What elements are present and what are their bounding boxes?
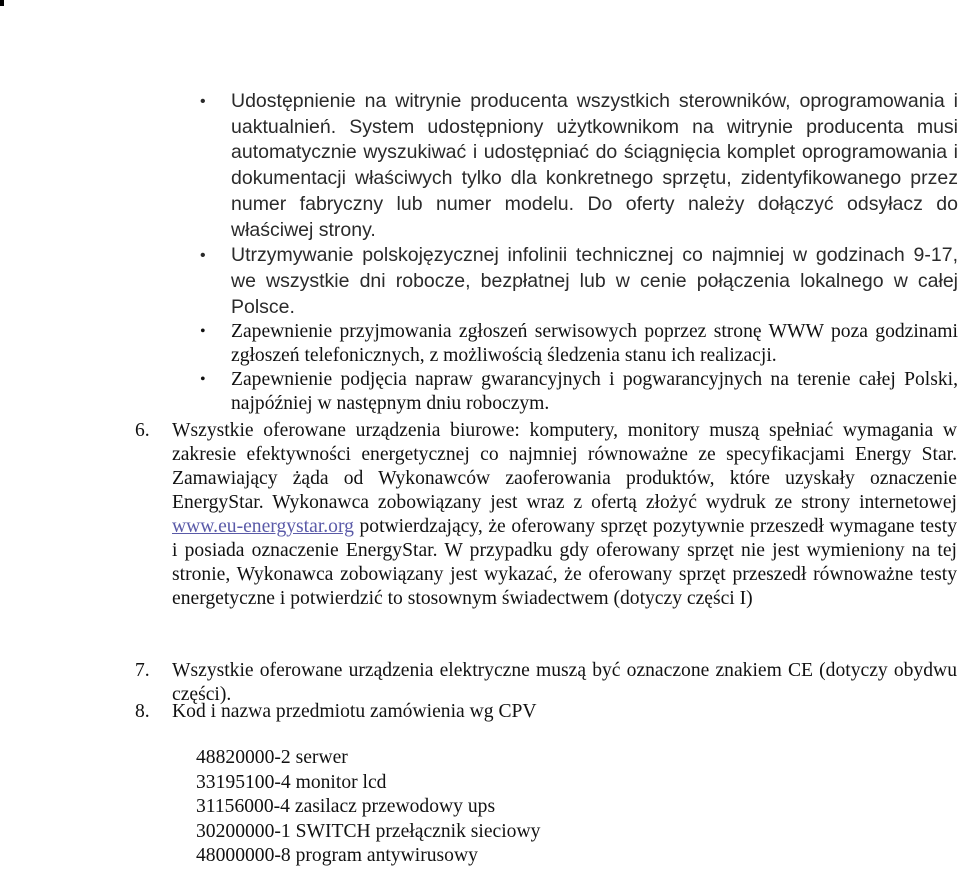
scan-corner-mark xyxy=(0,0,4,6)
item-text-part: potwierdzający, że oferowany sprzęt pozytywnie przeszedł wymagane testy i posiada oznaczenie EnergyStar. W przypadku gdy oferowany sprzęt nie jest wymieniony na tej stronie, Wykonawca zobowiązany jest wykazać, że oferowany sprzęt przeszedł równoważne testy energetyczne i potwierdzić to stosownym świadectwem (dotyczy części I) xyxy=(172,516,957,609)
bullet-icon: • xyxy=(200,247,206,265)
item-number: 6. xyxy=(135,420,150,441)
item-text xyxy=(172,419,957,611)
cpv-code-item: 48820000-2 serwer xyxy=(196,747,348,768)
item-text-part: Wszystkie oferowane urządzenia biurowe: komputery, monitory muszą spełniać wymagania w zakresie efektywności energetycznej co najmniej równoważne ze specyfikacjami Energy Star. Zamawiający żąda od Wykonawców zaoferowania produktów, które uzyskały oznaczenie EnergyStar. Wykonawca zobowiązany jest wraz z ofertą złożyć wydruk ze strony internetowej xyxy=(172,420,957,513)
item-number: 8. xyxy=(135,701,150,722)
numbered-item-8 xyxy=(135,700,957,724)
bullet-item xyxy=(200,320,958,368)
bullet-text: Zapewnienie podjęcia napraw gwarancyjnych i pogwarancyjnych na terenie całej Polski, najpóźniej w następnym dniu roboczym. xyxy=(231,369,958,415)
cpv-code-item: 33195100-4 monitor lcd xyxy=(196,771,387,793)
item-text: Kod i nazwa przedmiotu zamówienia wg CPV xyxy=(172,701,537,722)
bullet-icon: • xyxy=(200,323,206,341)
item-text: Wszystkie oferowane urządzenia elektryczne muszą być oznaczone znakiem CE (dotyczy obydwu części). xyxy=(172,660,957,705)
cpv-code-item: 48000000-8 program antywirusowy xyxy=(196,845,478,866)
cpv-code-item: 30200000-1 SWITCH przełącznik sieciowy xyxy=(196,820,541,842)
bullet-text: Utrzymywanie polskojęzycznej infolinii technicznej co najmniej w godzinach 9-17, we wszystkie dni robocze, bezpłatnej lub w cenie połączenia lokalnego w całej Polsce. xyxy=(231,244,958,318)
bullet-item xyxy=(200,368,958,416)
numbered-item-6 xyxy=(135,419,957,611)
bullet-icon: • xyxy=(200,371,206,389)
item-number: 7. xyxy=(135,660,150,681)
bullet-text: Udostępnienie na witrynie producenta wszystkich sterowników, oprogramowania i uaktualnień. System udostępniony użytkownikom na witrynie producenta musi automatycznie wyszukiwać i udostępniać do ściągnięcia komplet oprogramowania i dokumentacji właściwych tylko dla konkretnego sprzętu, zidentyfikowanego przez numer fabryczny lub numer modelu. Do oferty należy dołączyć odsyłacz do właściwej strony. xyxy=(231,90,958,241)
bullet-text: Zapewnienie przyjmowania zgłoszeń serwisowych poprzez stronę WWW poza godzinami zgłoszeń telefonicznych, z możliwością śledzenia stanu ich realizacji. xyxy=(231,321,958,367)
cpv-code-item: 31156000-4 zasilacz przewodowy ups xyxy=(196,796,496,817)
bullet-icon: • xyxy=(200,93,206,110)
bullet-item xyxy=(200,89,958,243)
bullet-item xyxy=(200,243,958,320)
energystar-link[interactable]: www.eu-energystar.org xyxy=(172,516,354,537)
requirements-bullet-list xyxy=(200,89,958,416)
cpv-code-list xyxy=(196,746,540,869)
